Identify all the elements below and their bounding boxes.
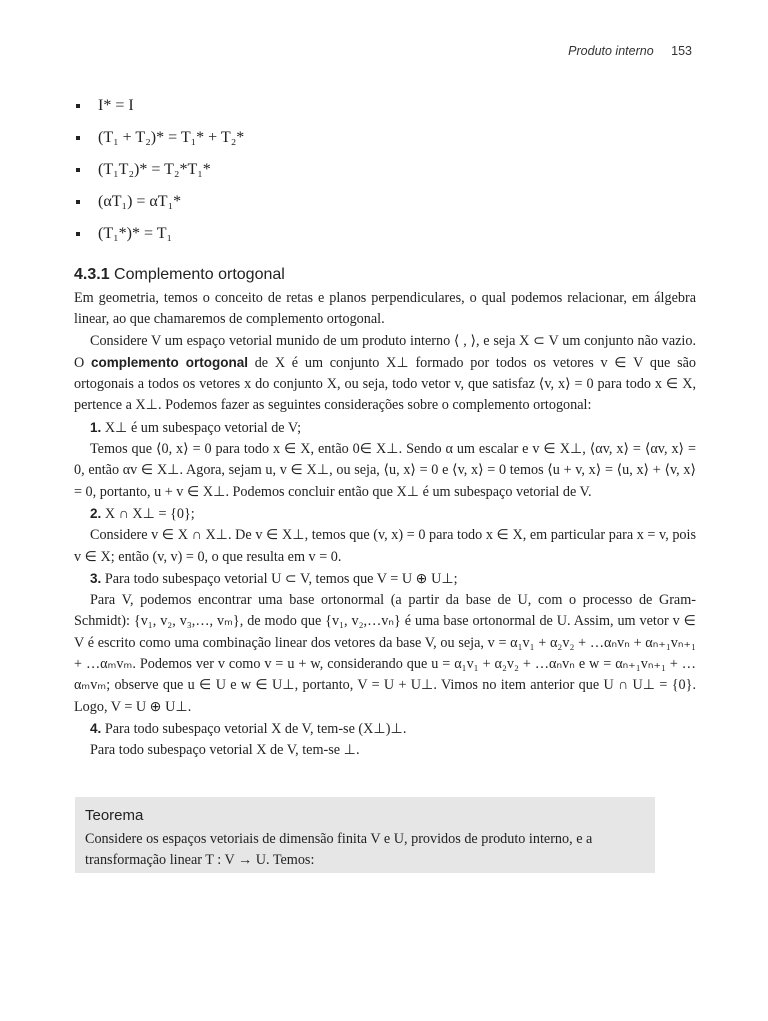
- property-item: (T₁ + T₂)* = T₁* + T₂*: [74, 122, 374, 154]
- item-4-statement: Para todo subespaço vetorial X de V, tem-se (X⊥)⊥.: [101, 720, 407, 737]
- item-2-proof: Considere v ∈ X ∩ X⊥. De v ∈ X⊥, temos que (v, x) = 0 para todo x ∈ X, em particular para x = v, pois v ∈ X; então (v, v) = 0, o que resulta em v = 0.: [74, 527, 696, 565]
- running-head-title: Produto interno: [568, 44, 654, 58]
- running-head: [568, 44, 692, 58]
- item-4-text: Para todo subespaço vetorial X de V, tem-se ⊥.: [90, 742, 360, 759]
- definition-term: complemento ortogonal: [91, 354, 248, 370]
- item-3-proof: Para V, podemos encontrar uma base ortonormal (a partir da base de U, com o processo de Gram-Schmidt): {v₁, v₂, v₃,…, vₘ}, de modo que {v₁, v₂,…vₙ} é uma base ortonormal de U. Assim, um vetor v ∈ V é escrito como uma combinação linear dos vetores da base V, ou seja, v = α₁v₁ + α₂v₂ + …αₙvₙ + αₙ₊₁vₙ₊₁ + …αₘvₘ. Podemos ver v como v = u + w, considerando que u = α₁v₁ + α₂v₂ + …αₙvₙ e w = αₙ₊₁vₙ₊₁ + …αₘvₘ; observe que u ∈ U e w ∈ U⊥, portanto, V = U + U⊥. Vimos no item anterior que U ∩ U⊥ = {0}. Logo, V = U ⊕ U⊥.: [74, 592, 696, 715]
- property-item: I* = I: [74, 90, 374, 122]
- item-1-number: 1.: [90, 419, 102, 435]
- page-number: 153: [671, 44, 692, 58]
- item-4-heading: [74, 718, 696, 740]
- section-number: 4.3.1: [74, 266, 110, 283]
- section-heading: [74, 266, 285, 284]
- theorem-title: Teorema: [85, 807, 144, 824]
- item-3-number: 3.: [90, 570, 102, 586]
- section-body: [74, 288, 696, 762]
- intro-paragraph: Em geometria, temos o conceito de retas e planos perpendiculares, o qual podemos relacionar, em álgebra linear, ao que chamaremos de complemento ortogonal.: [74, 290, 696, 328]
- item-1-heading: [74, 417, 696, 439]
- item-4-number: 4.: [90, 720, 102, 736]
- section-title: Complemento ortogonal: [114, 266, 285, 283]
- item-2-heading: [74, 503, 696, 525]
- property-item: (T₁T₂)* = T₂*T₁*: [74, 154, 374, 186]
- property-item: (T₁*)* = T₁: [74, 218, 374, 250]
- theorem-text: Considere os espaços vetoriais de dimensão finita V e U, providos de produto interno, e a transformação linear T : V → U. Temos:: [85, 831, 593, 868]
- item-2-number: 2.: [90, 505, 102, 521]
- definition-paragraph: [74, 331, 696, 417]
- adjoint-properties-list: [74, 90, 374, 250]
- item-2-statement: X ∩ X⊥ = {0};: [101, 505, 195, 522]
- definition-text-a: Considere V um espaço vetorial munido de um produto interno ⟨ , ⟩, e seja X ⊂ V um conjunto não vazio. O: [74, 332, 696, 371]
- definition-text-b: de X é um conjunto X⊥ formado por todos os vetores v ∈ V que são ortogonais a todos os vetores x do conjunto X, ou seja, todo vetor v, que satisfaz ⟨v, x⟩ = 0 para todo x ∈ X, pertence a X⊥. Podemos fazer as seguintes considerações sobre o complemento ortogonal:: [74, 354, 697, 414]
- item-3-heading: [74, 568, 696, 590]
- theorem-box: [75, 797, 655, 873]
- property-item: (αT₁) = αT₁*: [74, 186, 374, 218]
- item-1-proof: Temos que ⟨0, x⟩ = 0 para todo x ∈ X, então 0∈ X⊥. Sendo α um escalar e v ∈ X⊥, ⟨αv, x⟩ = ⟨αv, x⟩ = 0, então αv ∈ X⊥. Agora, sejam u, v ∈ X⊥, ou seja, ⟨u, x⟩ = 0 e ⟨v, x⟩ = 0 temos ⟨u + v, x⟩ = ⟨u, x⟩ + ⟨v, x⟩ = 0, portanto, u + v ∈ X⊥. Podemos concluir então que X⊥ é um subespaço vetorial de V.: [74, 441, 696, 500]
- item-3-statement: Para todo subespaço vetorial U ⊂ V, temos que V = U ⊕ U⊥;: [101, 570, 458, 587]
- item-1-statement: X⊥ é um subespaço vetorial de V;: [101, 419, 302, 436]
